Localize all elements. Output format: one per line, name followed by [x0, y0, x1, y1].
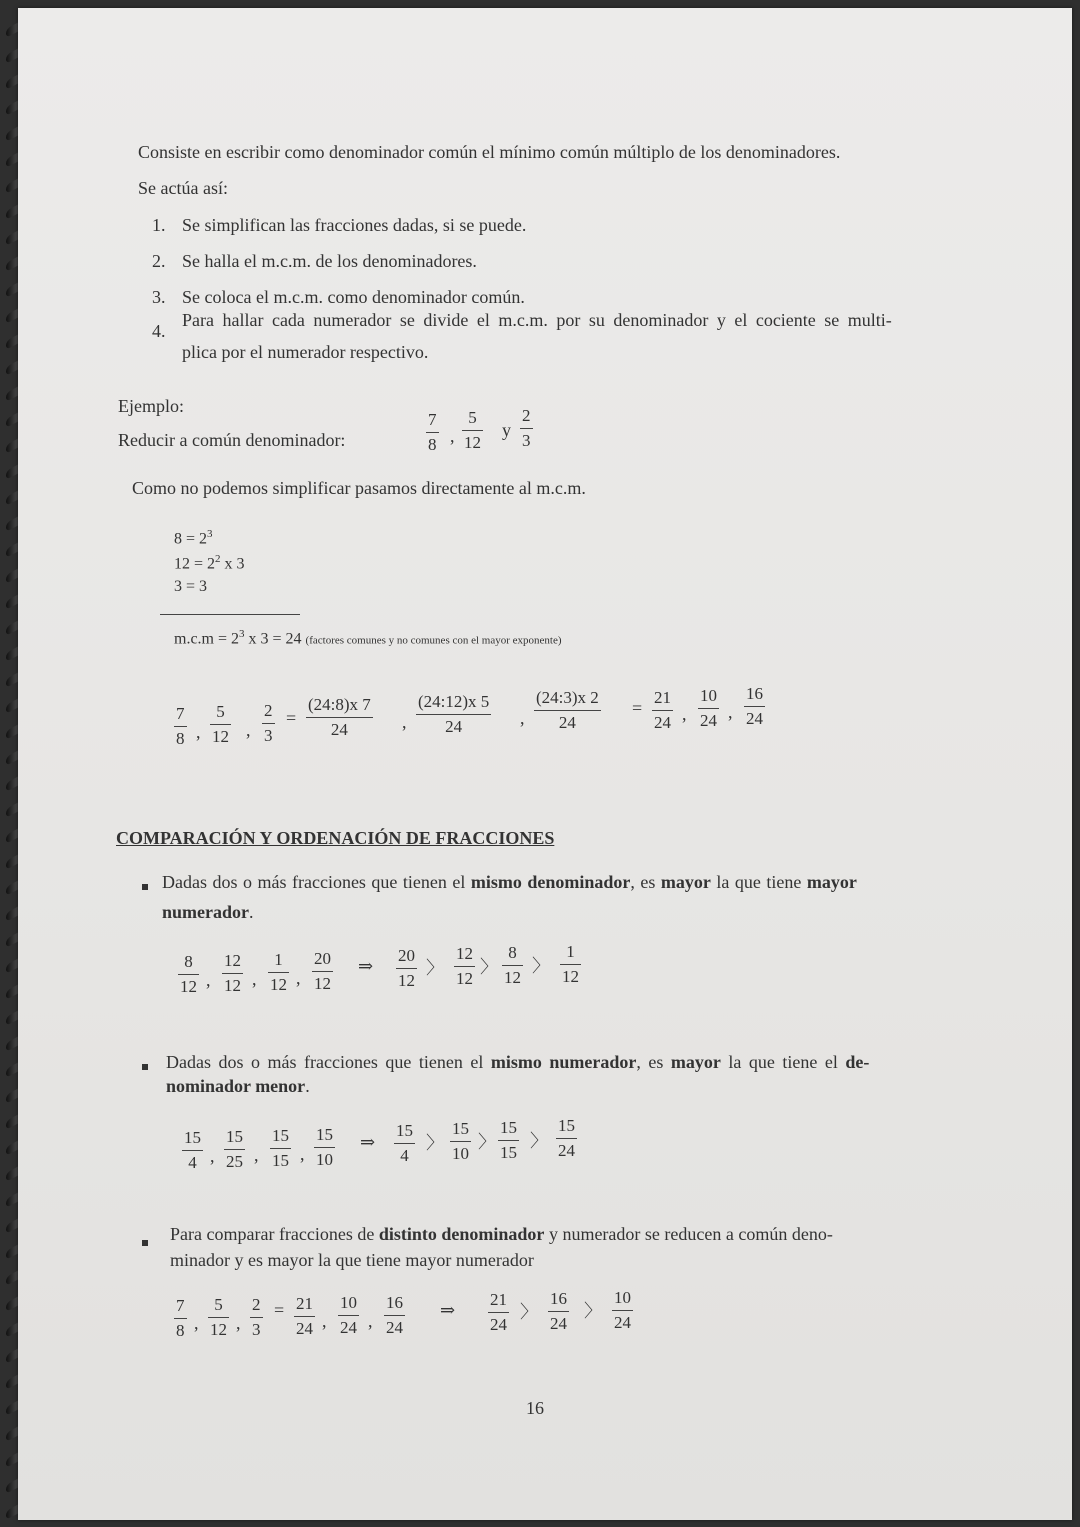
fraction: 15 4	[396, 1121, 413, 1165]
fraction: 15 4	[184, 1128, 201, 1172]
fraction: 1 12	[562, 942, 579, 986]
factor-line: $12 = 2^2$ x 3	[174, 553, 245, 573]
page-number: 16	[526, 1398, 544, 1418]
fraction: 15 15	[500, 1118, 517, 1162]
fraction: (24:12)x 5 24	[418, 692, 490, 736]
comma: ,	[210, 1146, 215, 1166]
fraction: 20 12	[398, 946, 415, 990]
comma: ,	[368, 1311, 373, 1331]
comma: ,	[520, 708, 525, 728]
step-text-continued: plica por el numerador respectivo.	[182, 342, 429, 362]
fraction: 7 8	[176, 1296, 185, 1340]
greater-than: 〉	[480, 957, 498, 977]
comma: ,	[402, 712, 407, 732]
step-text: Se halla el m.c.m. de los denominadores.	[182, 251, 477, 271]
comma: ,	[450, 426, 455, 446]
mcm-note: (factores comunes y no comunes con el mayor exponente)	[305, 634, 562, 647]
fraction: 10 24	[614, 1288, 631, 1332]
fraction: 12 12	[456, 944, 473, 988]
greater-than: 〉	[426, 958, 444, 978]
greater-than: 〉	[426, 1133, 444, 1153]
comma: ,	[254, 1145, 259, 1165]
greater-than: 〉	[584, 1301, 602, 1321]
fraction: 5 12	[464, 408, 481, 452]
greater-than: 〉	[478, 1132, 496, 1152]
step-number: 1.	[152, 215, 166, 235]
example-note: Como no podemos simplificar pasamos directamente al m.c.m.	[132, 478, 586, 498]
fraction: 7 8	[428, 410, 437, 454]
fraction: 2 3	[264, 701, 273, 745]
comma: ,	[322, 1311, 327, 1331]
factor-line: 3 = 3	[174, 578, 208, 595]
fraction: 21 24	[490, 1290, 507, 1334]
fraction: 10 24	[340, 1293, 357, 1337]
fraction: 5 12	[210, 1295, 227, 1339]
bullet-icon	[142, 884, 148, 890]
rule-3-continued: minador y es mayor la que tiene mayor numerador	[170, 1250, 534, 1270]
fraction: 15 15	[272, 1126, 289, 1170]
rule-2-continued: nominador menor.	[166, 1076, 310, 1096]
fraction: 16 24	[746, 684, 763, 728]
fraction: 21 24	[296, 1294, 313, 1338]
bullet-icon	[142, 1064, 148, 1070]
fraction: (24:3)x 2 24	[536, 688, 599, 732]
mcm-result: $m.c.m = 2^3$ x 3 = 24 (factores comunes y no comunes con el mayor exponente)	[174, 628, 562, 648]
rule-1-continued: numerador.	[162, 902, 254, 922]
greater-than: 〉	[520, 1302, 538, 1322]
rule-3: Para comparar fracciones de distinto denominador y numerador se reducen a común deno-	[170, 1224, 833, 1244]
comma: ,	[194, 1313, 199, 1333]
intro-line-2: Se actúa así:	[138, 178, 228, 198]
comma: ,	[196, 722, 201, 742]
comma: ,	[300, 1144, 305, 1164]
fraction: 20 12	[314, 949, 331, 993]
greater-than: 〉	[530, 1131, 548, 1151]
comma: ,	[682, 704, 687, 724]
comma: ,	[296, 968, 301, 988]
factor-line: $8 = 2^3$	[174, 528, 213, 548]
rule-1: Dadas dos o más fracciones que tienen el mismo denominador, es mayor la que tiene mayor	[162, 872, 857, 892]
fraction: 21 24	[654, 688, 671, 732]
section-heading: COMPARACIÓN Y ORDENACIÓN DE FRACCIONES	[116, 828, 555, 848]
comma: ,	[236, 1313, 241, 1333]
fraction: 8 12	[504, 943, 521, 987]
fraction: 2 3	[252, 1295, 261, 1339]
divider-line	[160, 614, 300, 615]
fraction: 12 12	[224, 951, 241, 995]
fraction: 2 3	[522, 406, 531, 450]
fraction: 15 10	[316, 1125, 333, 1169]
step-text: Para hallar cada numerador se divide el m.c.m. por su denominador y el cociente se multi-	[182, 310, 892, 330]
fraction: 7 8	[176, 704, 185, 748]
step-number: 4.	[152, 321, 166, 341]
equals-sign: =	[632, 698, 643, 718]
comma: ,	[252, 969, 257, 989]
intro-line-1: Consiste en escribir como denominador común el mínimo común múltiplo de los denominadores.	[138, 142, 841, 162]
rule-2: Dadas dos o más fracciones que tienen el mismo numerador, es mayor la que tiene el de-	[166, 1052, 870, 1072]
comma: ,	[728, 702, 733, 722]
equals-sign: =	[274, 1300, 285, 1320]
fraction: 16 24	[550, 1289, 567, 1333]
conjunction: y	[502, 420, 511, 440]
fraction: 15 10	[452, 1119, 469, 1163]
greater-than: 〉	[532, 956, 550, 976]
fraction: (24:8)x 7 24	[308, 695, 371, 739]
implies-arrow: ⇒	[440, 1300, 456, 1320]
implies-arrow: ⇒	[360, 1132, 376, 1152]
example-label: Ejemplo:	[118, 396, 184, 416]
bullet-icon	[142, 1240, 148, 1246]
fraction: 15 24	[558, 1116, 575, 1160]
equals-sign: =	[286, 708, 297, 728]
fraction: 8 12	[180, 952, 197, 996]
notebook-page	[18, 8, 1072, 1520]
step-text: Se simplifican las fracciones dadas, si se puede.	[182, 215, 527, 235]
fraction: 16 24	[386, 1293, 403, 1337]
implies-arrow: ⇒	[358, 956, 374, 976]
comma: ,	[246, 720, 251, 740]
step-number: 3.	[152, 287, 166, 307]
step-text: Se coloca el m.c.m. como denominador común.	[182, 287, 525, 307]
fraction: 1 12	[270, 950, 287, 994]
fraction: 15 25	[226, 1127, 243, 1171]
step-number: 2.	[152, 251, 166, 271]
example-task: Reducir a común denominador:	[118, 430, 346, 450]
comma: ,	[206, 970, 211, 990]
fraction: 10 24	[700, 686, 717, 730]
fraction: 5 12	[212, 702, 229, 746]
